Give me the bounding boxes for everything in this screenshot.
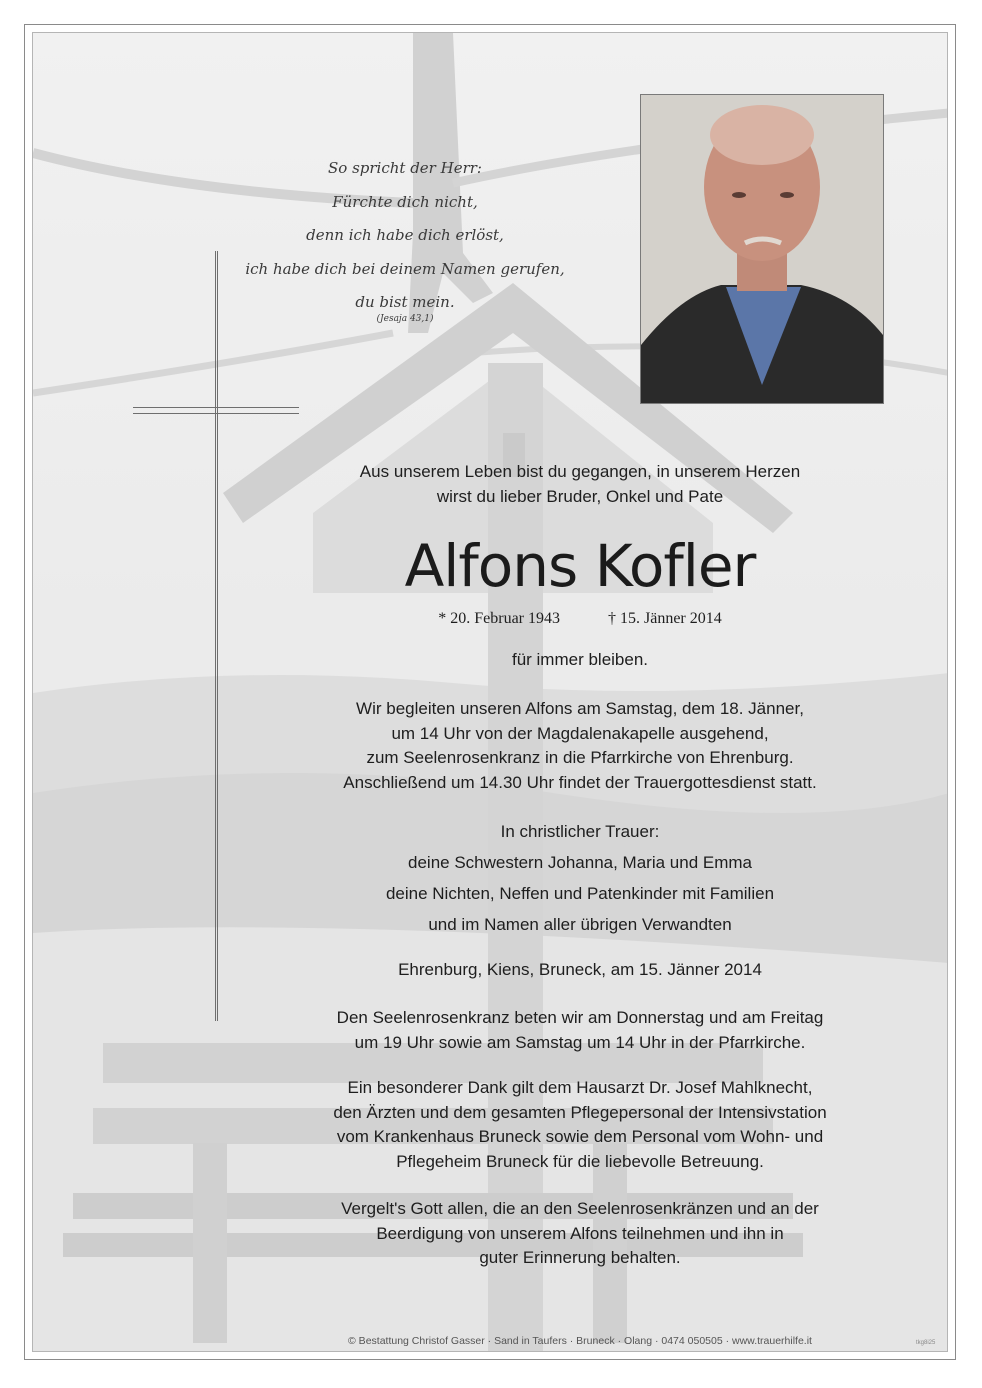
footer-credit: © Bestattung Christof Gasser · Sand in Taufers · Bruneck · Olang · 0474 050505 · www.trauerhilfe.it — [348, 1335, 812, 1347]
verse-line: ich habe dich bei deinem Namen gerufen, — [245, 259, 565, 278]
memorial-cross-vertical — [215, 251, 218, 1021]
funeral-text — [290, 697, 870, 795]
portrait-image — [641, 95, 883, 403]
intro-line: wirst du lieber Bruder, Onkel und Pate — [436, 486, 724, 506]
intro-line: Aus unserem Leben bist du gegangen, in unserem Herzen — [359, 462, 801, 481]
deceased-name: Alfons Kofler — [404, 532, 756, 600]
thanks-text — [290, 1076, 870, 1174]
life-dates — [290, 607, 870, 631]
mourners-text — [290, 816, 870, 940]
corner-mark: tkg8i25 — [916, 1340, 936, 1346]
verse-line: denn ich habe dich erlöst, — [306, 226, 504, 244]
thanks-line: Pflegeheim Bruneck für die liebevolle Betreuung. — [396, 1151, 764, 1171]
verse-line: So spricht der Herr: — [328, 159, 482, 177]
intro-text — [290, 460, 870, 509]
bible-verse — [240, 152, 570, 324]
thanks-line: vom Krankenhaus Bruneck sowie dem Personal vom Wohn- und — [336, 1127, 824, 1146]
mourners-line: deine Schwestern Johanna, Maria und Emma — [408, 853, 752, 872]
gratitude-line: Vergelt's Gott allen, die an den Seelenrosenkränzen und an der — [341, 1199, 819, 1218]
place-date-line: Ehrenburg, Kiens, Bruneck, am 15. Jänner 2014 — [398, 960, 762, 979]
forever-text — [290, 648, 870, 673]
mourners-line: deine Nichten, Neffen und Patenkinder mit Familien — [385, 884, 775, 903]
mourners-line: und im Namen aller übrigen Verwandten — [428, 915, 732, 934]
portrait-photo — [640, 94, 884, 404]
forever-line: für immer bleiben. — [511, 650, 649, 669]
funeral-line: zum Seelenrosenkranz in die Pfarrkirche von Ehrenburg. — [366, 748, 794, 767]
verse-line: du bist mein. — [355, 293, 455, 311]
place-date-text — [290, 958, 870, 983]
rosary-text — [290, 1006, 870, 1055]
funeral-line: um 14 Uhr von der Magdalenakapelle ausgehend, — [391, 723, 769, 743]
thanks-line: Ein besonderer Dank gilt dem Hausarzt Dr. Josef Mahlknecht, — [347, 1078, 813, 1097]
verse-line: Fürchte dich nicht, — [332, 192, 478, 211]
thanks-line: den Ärzten und dem gesamten Pflegepersonal der Intensivstation — [333, 1102, 827, 1122]
gratitude-text — [290, 1197, 870, 1271]
funeral-line: Wir begleiten unseren Alfons am Samstag, dem 18. Jänner, — [356, 699, 804, 718]
memorial-cross-horizontal — [133, 407, 299, 414]
death-date: † 15. Jänner 2014 — [608, 610, 722, 627]
mourners-line: In christlicher Trauer: — [500, 822, 660, 841]
rosary-line: um 19 Uhr sowie am Samstag um 14 Uhr in der Pfarrkirche. — [354, 1032, 806, 1052]
gratitude-line: Beerdigung von unserem Alfons teilnehmen und ihn in — [376, 1223, 784, 1243]
gratitude-line: guter Erinnerung behalten. — [479, 1248, 681, 1267]
birth-date: * 20. Februar 1943 — [438, 610, 560, 627]
rosary-line: Den Seelenrosenkranz beten wir am Donnerstag und am Freitag — [336, 1008, 824, 1027]
verse-reference: (Jesaja 43,1) — [376, 313, 434, 324]
funeral-line: Anschließend um 14.30 Uhr findet der Trauergottesdienst statt. — [343, 772, 817, 792]
